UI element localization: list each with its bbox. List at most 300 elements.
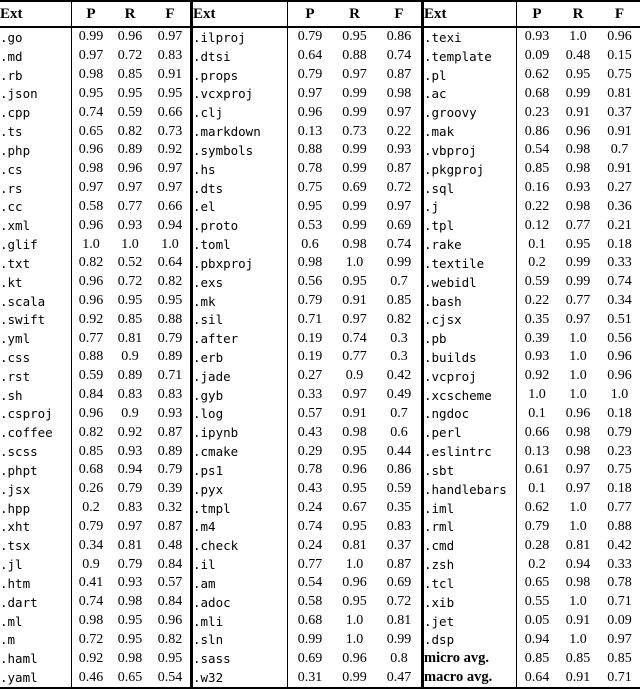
recall-cell: 1.0 xyxy=(121,236,139,252)
ext-cell: .after xyxy=(193,331,239,347)
f1-cell: 0.97 xyxy=(386,198,412,214)
table-row xyxy=(193,197,421,216)
recall-cell: 0.97 xyxy=(117,518,143,534)
table-row xyxy=(0,66,190,85)
table-row xyxy=(193,423,421,442)
precision-cell: 0.05 xyxy=(516,612,557,631)
ext-cell: .pyx xyxy=(193,481,224,497)
f1-cell: 0.15 xyxy=(607,48,632,64)
table-row xyxy=(424,28,640,47)
f1-cell: 1.0 xyxy=(161,236,179,252)
ext-cell: .iml xyxy=(424,500,455,516)
ext-cell: .scala xyxy=(0,293,46,309)
recall-cell: 0.98 xyxy=(565,142,591,158)
recall-cell: 0.79 xyxy=(117,481,143,497)
ext-cell: .sbt xyxy=(424,462,455,478)
precision-cell: 0.28 xyxy=(516,536,557,555)
precision-cell: 1.0 xyxy=(71,235,110,254)
f1-cell: 0.7 xyxy=(610,142,629,158)
recall-cell: 0.95 xyxy=(117,631,143,647)
recall-cell: 0.95 xyxy=(117,293,143,308)
recall-cell: 0.9 xyxy=(121,405,139,421)
ext-cell: .cmake xyxy=(193,444,239,460)
recall-cell: 0.97 xyxy=(342,311,367,327)
precision-cell: 0.96 xyxy=(71,216,110,235)
table-row xyxy=(424,536,640,555)
ext-cell: .kt xyxy=(0,274,23,290)
f1-cell: 0.87 xyxy=(386,556,412,572)
table-row xyxy=(0,197,190,216)
f1-cell: 0.96 xyxy=(607,368,632,384)
table-row xyxy=(193,536,421,555)
recall-cell: 0.99 xyxy=(342,104,367,120)
f1-cell: 0.21 xyxy=(607,217,632,233)
ext-cell: .pb xyxy=(424,331,447,347)
recall-cell: 0.85 xyxy=(117,311,143,327)
precision-cell: 0.77 xyxy=(71,329,110,348)
recall-cell: 0.98 xyxy=(565,424,591,440)
recall-cell: 1.0 xyxy=(345,255,364,271)
recall-cell: 0.98 xyxy=(565,161,591,177)
table-row xyxy=(0,103,190,122)
recall-cell: 0.95 xyxy=(117,613,143,629)
f1-cell: 0.95 xyxy=(157,293,183,308)
f1-cell: 0.81 xyxy=(386,613,412,629)
precision-cell: 0.72 xyxy=(71,631,110,650)
precision-cell: 0.68 xyxy=(71,461,110,480)
ext-cell: micro avg. xyxy=(424,650,489,667)
ext-cell: .rb xyxy=(0,67,23,83)
ext-cell: .clj xyxy=(193,105,224,121)
recall-cell: 0.77 xyxy=(117,198,143,214)
f1-cell: 0.71 xyxy=(157,368,183,384)
table-row xyxy=(193,442,421,461)
table-row xyxy=(0,292,190,311)
f1-cell: 0.3 xyxy=(390,330,408,346)
precision-cell: 0.95 xyxy=(287,197,332,216)
ext-cell: .scss xyxy=(0,444,38,460)
recall-cell: 0.95 xyxy=(342,518,367,534)
recall-cell: 0.99 xyxy=(565,255,591,271)
precision-cell: 0.46 xyxy=(71,668,110,687)
table-row xyxy=(424,292,640,311)
precision-cell: 0.82 xyxy=(71,254,110,273)
recall-cell: 1.0 xyxy=(345,631,364,647)
ext-cell: .il xyxy=(193,557,216,573)
table-row xyxy=(424,649,640,668)
f1-cell: 0.75 xyxy=(607,67,632,83)
precision-cell: 0.24 xyxy=(287,499,332,518)
ext-cell: .coffee xyxy=(0,425,53,441)
precision-cell: 0.22 xyxy=(516,197,557,216)
table-row xyxy=(0,555,190,574)
precision-cell: 0.65 xyxy=(71,122,110,141)
precision-cell: 0.84 xyxy=(71,386,110,405)
precision-cell: 0.27 xyxy=(287,367,332,386)
recall-cell: 0.97 xyxy=(342,387,367,403)
precision-cell: 0.96 xyxy=(287,103,332,122)
f1-cell: 0.42 xyxy=(607,537,632,553)
table-row xyxy=(424,668,640,687)
f1-cell: 0.89 xyxy=(157,443,183,459)
table-row xyxy=(0,160,190,179)
table-row xyxy=(0,631,190,650)
f1-cell: 0.85 xyxy=(386,293,412,308)
f1-cell: 0.32 xyxy=(157,500,183,516)
table-row xyxy=(424,66,640,85)
table-row xyxy=(193,254,421,273)
ext-cell: .yaml xyxy=(0,670,38,686)
ext-cell: .dart xyxy=(0,594,38,610)
precision-cell: 0.09 xyxy=(516,47,557,66)
ext-cell: .txt xyxy=(0,255,31,271)
ext-cell: .dts xyxy=(193,180,224,196)
precision-cell: 0.9 xyxy=(71,555,110,574)
col-header-f1: F xyxy=(150,2,190,28)
recall-cell: 0.94 xyxy=(565,556,591,572)
table-row xyxy=(193,47,421,66)
recall-cell: 0.96 xyxy=(117,29,143,45)
precision-cell: 0.94 xyxy=(516,631,557,650)
precision-cell: 0.75 xyxy=(287,179,332,198)
f1-cell: 0.99 xyxy=(386,631,412,647)
ext-cell: .markdown xyxy=(193,124,261,140)
recall-cell: 0.99 xyxy=(342,217,367,233)
group-tbody-1 xyxy=(193,28,421,687)
precision-cell: 0.29 xyxy=(287,442,332,461)
f1-cell: 0.71 xyxy=(607,669,632,685)
precision-cell: 0.41 xyxy=(71,574,110,593)
table-row xyxy=(0,499,190,518)
recall-cell: 0.91 xyxy=(565,613,591,629)
table-row xyxy=(193,141,421,160)
table-row xyxy=(0,442,190,461)
recall-cell: 0.85 xyxy=(117,67,143,83)
recall-cell: 1.0 xyxy=(569,330,587,346)
recall-cell: 0.88 xyxy=(342,48,367,64)
recall-cell: 0.77 xyxy=(342,349,367,365)
precision-cell: 0.68 xyxy=(516,84,557,103)
header-row xyxy=(0,2,190,28)
recall-cell: 0.65 xyxy=(117,669,143,685)
precision-cell: 0.98 xyxy=(71,160,110,179)
f1-cell: 0.84 xyxy=(157,594,183,610)
precision-cell: 0.98 xyxy=(71,66,110,85)
recall-cell: 0.99 xyxy=(342,198,367,214)
ext-cell: .handlebars xyxy=(424,481,507,497)
precision-cell: 0.6 xyxy=(287,235,332,254)
f1-cell: 0.18 xyxy=(607,236,632,252)
recall-cell: 0.99 xyxy=(342,161,367,177)
precision-cell: 0.2 xyxy=(516,254,557,273)
table-row xyxy=(424,518,640,537)
f1-cell: 0.33 xyxy=(607,255,632,271)
col-header-recall: R xyxy=(110,2,150,28)
ext-cell: .webidl xyxy=(424,274,477,290)
group-table-1 xyxy=(193,0,421,689)
f1-cell: 0.51 xyxy=(607,311,632,327)
precision-cell: 0.64 xyxy=(287,47,332,66)
ext-cell: .hs xyxy=(193,161,216,177)
table-row xyxy=(0,273,190,292)
ext-cell: .jade xyxy=(193,368,231,384)
f1-cell: 0.86 xyxy=(386,462,412,478)
group-tbody-2 xyxy=(424,28,640,687)
f1-cell: 0.79 xyxy=(157,330,183,346)
precision-cell: 0.71 xyxy=(287,310,332,329)
ext-cell: .groovy xyxy=(424,105,477,121)
f1-cell: 0.48 xyxy=(157,537,183,553)
recall-cell: 0.96 xyxy=(342,462,367,478)
f1-cell: 0.47 xyxy=(386,669,412,685)
recall-cell: 0.93 xyxy=(565,180,591,196)
precision-cell: 0.96 xyxy=(71,273,110,292)
table-row xyxy=(424,141,640,160)
recall-cell: 1.0 xyxy=(569,349,587,365)
f1-cell: 0.89 xyxy=(157,349,183,365)
f1-cell: 0.33 xyxy=(607,556,632,572)
table-row xyxy=(193,292,421,311)
table-row xyxy=(0,310,190,329)
recall-cell: 0.93 xyxy=(117,217,143,233)
precision-cell: 0.74 xyxy=(71,593,110,612)
ext-cell: .proto xyxy=(193,218,239,234)
table-row xyxy=(0,179,190,198)
f1-cell: 0.95 xyxy=(157,85,183,101)
header-row xyxy=(193,2,421,28)
col-header-f1: F xyxy=(599,2,640,28)
ext-cell: .cjsx xyxy=(424,312,462,328)
ext-cell: .bash xyxy=(424,293,462,309)
table-row xyxy=(0,593,190,612)
f1-cell: 0.82 xyxy=(386,311,412,327)
ext-cell: .ngdoc xyxy=(424,406,470,422)
recall-cell: 0.81 xyxy=(117,330,143,346)
ext-cell: .sh xyxy=(0,387,23,403)
table-row xyxy=(0,141,190,160)
recall-cell: 0.99 xyxy=(342,142,367,158)
ext-cell: .log xyxy=(193,406,224,422)
table-row xyxy=(193,612,421,631)
ext-cell: .template xyxy=(424,48,492,64)
table-row xyxy=(424,84,640,103)
f1-cell: 0.34 xyxy=(607,293,632,308)
ext-cell: .jsx xyxy=(0,481,31,497)
recall-cell: 0.83 xyxy=(117,500,143,516)
recall-cell: 0.93 xyxy=(117,575,143,591)
f1-cell: 0.97 xyxy=(157,161,183,177)
ext-cell: .ps1 xyxy=(193,462,224,478)
precision-cell: 0.77 xyxy=(287,555,332,574)
f1-cell: 0.79 xyxy=(607,424,632,440)
precision-cell: 0.74 xyxy=(71,103,110,122)
f1-cell: 0.97 xyxy=(157,29,183,45)
recall-cell: 1.0 xyxy=(345,613,364,629)
table-row xyxy=(424,179,640,198)
recall-cell: 0.9 xyxy=(345,368,364,384)
ext-cell: .el xyxy=(193,199,216,215)
precision-cell: 0.99 xyxy=(71,28,110,47)
table-row xyxy=(424,329,640,348)
precision-cell: 0.58 xyxy=(287,593,332,612)
ext-cell: .rml xyxy=(424,519,455,535)
table-row xyxy=(0,47,190,66)
table-row xyxy=(424,574,640,593)
table-row xyxy=(193,235,421,254)
recall-cell: 0.81 xyxy=(565,537,591,553)
f1-cell: 0.66 xyxy=(157,198,183,214)
f1-cell: 0.92 xyxy=(157,142,183,158)
recall-cell: 0.96 xyxy=(342,575,367,591)
precision-cell: 0.74 xyxy=(287,518,332,537)
precision-cell: 0.97 xyxy=(71,47,110,66)
f1-cell: 0.93 xyxy=(157,405,183,421)
precision-cell: 0.96 xyxy=(71,141,110,160)
ext-cell: macro avg. xyxy=(424,669,493,686)
f1-cell: 0.66 xyxy=(157,104,183,120)
col-header-recall: R xyxy=(557,2,599,28)
table-row xyxy=(424,386,640,405)
ext-cell: .go xyxy=(0,29,23,45)
recall-cell: 0.97 xyxy=(565,311,591,327)
precision-cell: 0.79 xyxy=(287,66,332,85)
precision-cell: 0.22 xyxy=(516,292,557,311)
recall-cell: 1.0 xyxy=(345,556,364,572)
recall-cell: 0.99 xyxy=(565,85,591,101)
precision-cell: 0.85 xyxy=(516,649,557,668)
f1-cell: 0.73 xyxy=(157,123,183,139)
ext-cell: .ac xyxy=(424,86,447,102)
recall-cell: 0.97 xyxy=(117,180,143,196)
f1-cell: 0.75 xyxy=(607,462,632,478)
table-row xyxy=(424,442,640,461)
ext-cell: .dtsi xyxy=(193,48,231,64)
f1-cell: 0.54 xyxy=(157,669,183,685)
table-row xyxy=(193,405,421,424)
precision-cell: 0.92 xyxy=(71,649,110,668)
precision-cell: 0.64 xyxy=(516,668,557,687)
recall-cell: 1.0 xyxy=(569,368,587,384)
ext-cell: .dsp xyxy=(424,632,455,648)
f1-cell: 0.39 xyxy=(157,481,183,497)
table-row xyxy=(193,329,421,348)
ext-cell: .mk xyxy=(193,293,216,309)
ext-cell: .htm xyxy=(0,575,31,591)
precision-cell: 0.65 xyxy=(516,574,557,593)
precision-cell: 0.13 xyxy=(287,122,332,141)
ext-cell: .tpl xyxy=(424,218,455,234)
ext-cell: .ts xyxy=(0,124,23,140)
recall-cell: 0.73 xyxy=(342,123,367,139)
f1-cell: 0.71 xyxy=(607,594,632,610)
precision-cell: 0.79 xyxy=(287,28,332,47)
precision-cell: 0.79 xyxy=(287,292,332,311)
recall-cell: 0.77 xyxy=(565,293,591,308)
table-row xyxy=(0,405,190,424)
table-row xyxy=(424,631,640,650)
ext-cell: .symbols xyxy=(193,142,254,158)
f1-cell: 0.88 xyxy=(607,518,632,534)
precision-cell: 0.59 xyxy=(71,367,110,386)
precision-cell: 0.92 xyxy=(71,310,110,329)
recall-cell: 0.97 xyxy=(342,67,367,83)
f1-cell: 0.98 xyxy=(386,85,412,101)
group-table-2 xyxy=(424,0,640,689)
f1-cell: 0.82 xyxy=(157,274,183,290)
precision-cell: 0.78 xyxy=(287,160,332,179)
col-header-precision: P xyxy=(71,2,110,28)
recall-cell: 1.0 xyxy=(569,518,587,534)
table-row xyxy=(424,310,640,329)
table-row xyxy=(193,348,421,367)
precision-cell: 0.66 xyxy=(516,423,557,442)
f1-cell: 0.83 xyxy=(157,48,183,64)
recall-cell: 0.72 xyxy=(117,274,143,290)
f1-cell: 0.83 xyxy=(386,518,412,534)
f1-cell: 0.64 xyxy=(157,255,183,271)
ext-cell: .check xyxy=(193,538,239,554)
table-row xyxy=(0,423,190,442)
ext-cell: .mli xyxy=(193,613,224,629)
precision-cell: 0.59 xyxy=(516,273,557,292)
precision-cell: 0.2 xyxy=(516,555,557,574)
f1-cell: 0.7 xyxy=(390,274,408,290)
precision-cell: 0.97 xyxy=(71,179,110,198)
precision-cell: 0.19 xyxy=(287,348,332,367)
recall-cell: 0.96 xyxy=(342,650,367,666)
f1-cell: 0.23 xyxy=(607,443,632,459)
ext-cell: .jl xyxy=(0,557,23,573)
precision-cell: 0.85 xyxy=(71,442,110,461)
precision-cell: 0.57 xyxy=(287,405,332,424)
ext-cell: .ml xyxy=(0,613,23,629)
recall-cell: 0.81 xyxy=(117,537,143,553)
precision-cell: 0.69 xyxy=(287,649,332,668)
table-row xyxy=(0,122,190,141)
table-row xyxy=(424,555,640,574)
f1-cell: 0.96 xyxy=(157,613,183,629)
f1-cell: 0.72 xyxy=(386,180,412,196)
f1-cell: 0.79 xyxy=(157,462,183,478)
f1-cell: 0.97 xyxy=(607,631,632,647)
recall-cell: 0.98 xyxy=(117,650,143,666)
precision-cell: 0.98 xyxy=(71,612,110,631)
f1-cell: 0.6 xyxy=(390,424,408,440)
recall-cell: 0.99 xyxy=(565,274,591,290)
table-row xyxy=(193,386,421,405)
table-row xyxy=(424,216,640,235)
f1-cell: 0.87 xyxy=(386,67,412,83)
precision-cell: 0.79 xyxy=(516,518,557,537)
precision-cell: 0.98 xyxy=(287,254,332,273)
table-row xyxy=(193,649,421,668)
f1-cell: 0.35 xyxy=(386,500,412,516)
ext-cell: .adoc xyxy=(193,594,231,610)
table-row xyxy=(424,612,640,631)
table-row xyxy=(0,518,190,537)
table-row xyxy=(424,254,640,273)
ext-cell: .cs xyxy=(0,161,23,177)
table-row xyxy=(424,197,640,216)
recall-cell: 0.91 xyxy=(565,669,591,685)
ext-cell: .m4 xyxy=(193,519,216,535)
precision-cell: 0.97 xyxy=(287,84,332,103)
precision-cell: 0.23 xyxy=(516,103,557,122)
recall-cell: 0.9 xyxy=(121,349,139,365)
ext-cell: .zsh xyxy=(424,557,455,573)
f1-cell: 0.93 xyxy=(386,142,412,158)
table-row xyxy=(424,122,640,141)
